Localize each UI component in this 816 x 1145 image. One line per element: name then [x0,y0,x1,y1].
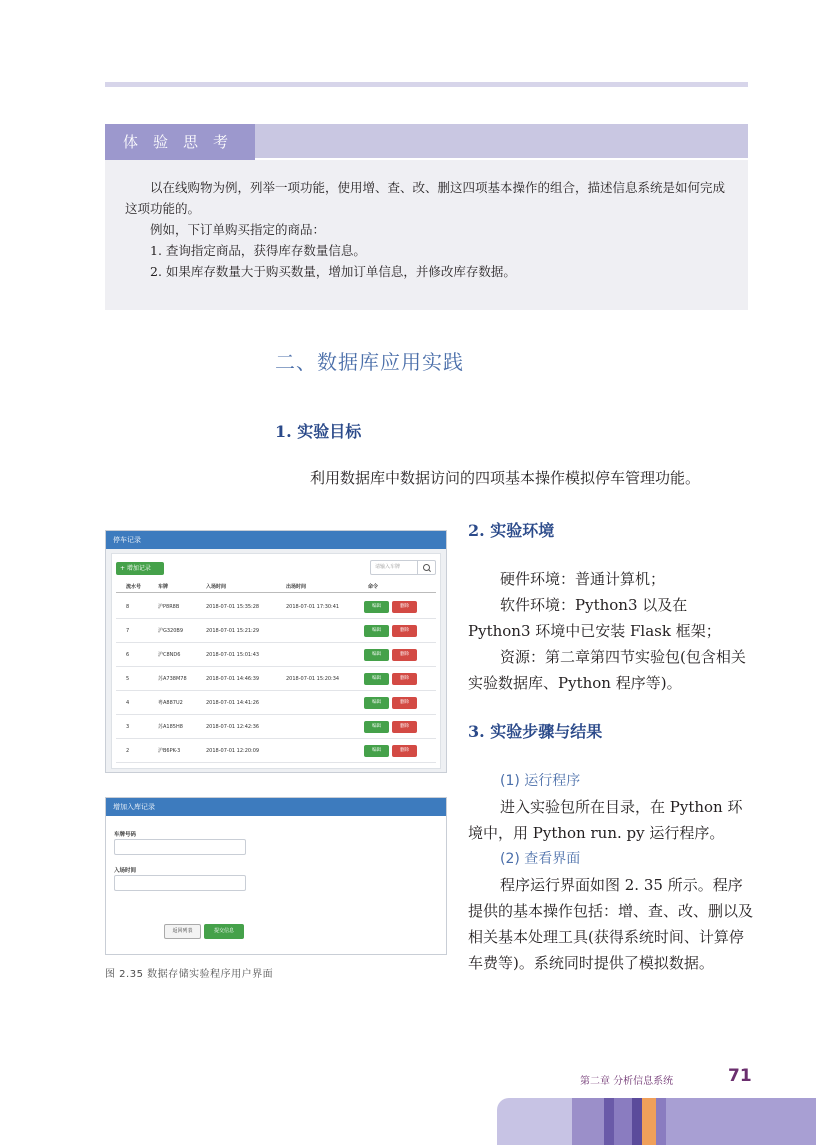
row-id: 6 [126,652,130,658]
environment-text [468,566,753,696]
edit-button[interactable]: 编辑 [364,745,389,757]
row-in-time: 2018-07-01 15:01:43 [206,652,260,658]
table-row [116,691,436,715]
delete-button[interactable]: 删除 [392,697,417,709]
think-item-1: 1. 查询指定商品，获得库存数量信息。 [150,243,366,258]
env-hardware: 硬件环境：普通计算机； [500,570,666,588]
heading-goal: 1. 实验目标 [275,422,362,441]
header-plate: 车牌 [158,584,169,590]
row-id: 4 [126,700,130,706]
edit-button[interactable]: 编辑 [364,673,389,685]
row-id: 7 [126,628,130,634]
footer-decoration [656,1098,666,1145]
parking-records-screenshot [105,530,447,773]
heading-steps: 3. 实验步骤与结果 [468,722,603,741]
row-id: 2 [126,748,130,754]
form-panel-title: 增加入库记录 [106,798,446,816]
submit-button[interactable]: 提交信息 [204,924,244,939]
footer-decoration [604,1098,614,1145]
plate-input[interactable] [114,839,246,855]
plate-label: 车牌号码 [114,832,137,838]
row-plate: 沪B6PK-3 [158,748,181,754]
search-icon[interactable] [418,560,436,575]
row-id: 3 [126,724,130,730]
add-record-button[interactable]: + 增加记录 [116,562,164,575]
row-in-time: 2018-07-01 12:20:09 [206,748,260,754]
step1-title: (1) 运行程序 [500,773,581,789]
table-header [116,581,436,593]
row-in-time: 2018-07-01 12:42:36 [206,724,260,730]
think-example: 例如，下订单购买指定的商品： [150,222,326,237]
top-divider [105,82,748,87]
table-row [116,619,436,643]
row-plate: 沪G320B9 [158,628,184,634]
row-plate: 苏A738M78 [158,676,187,682]
row-in-time: 2018-07-01 14:41:26 [206,700,260,706]
think-box-text [125,177,735,282]
row-plate: 苏A185H8 [158,724,183,730]
search-input[interactable]: 请输入车牌 [370,560,418,575]
row-out-time: 2018-07-01 15:20:34 [286,676,340,682]
row-plate: 沪C8ND6 [158,652,181,658]
records-panel-body [111,553,441,769]
page-number: 71 [728,1066,752,1086]
back-to-list-button[interactable]: 返回列表 [164,924,201,939]
table-row [116,715,436,739]
footer-decoration [632,1098,642,1145]
figure-caption: 图 2.35 数据存储实验程序用户界面 [105,969,274,980]
section-title: 二、数据库应用实践 [275,350,464,374]
steps-text [468,768,753,976]
env-resources: 资源：第二章第四节实验包(包含相关实验数据库、Python 程序等)。 [468,648,746,692]
records-panel-title: 停车记录 [106,531,446,549]
footer-decoration [666,1098,816,1145]
row-in-time: 2018-07-01 15:21:29 [206,628,260,634]
step2-title: (2) 查看界面 [500,851,581,867]
row-in-time: 2018-07-01 14:46:39 [206,676,260,682]
delete-button[interactable]: 删除 [392,673,417,685]
footer-decoration [572,1098,604,1145]
step1-text: 进入实验包所在目录，在 Python 环境中，用 Python run. py 运行程序。 [468,798,743,842]
delete-button[interactable]: 删除 [392,721,417,733]
row-in-time: 2018-07-01 15:35:28 [206,604,260,610]
think-item-2: 2. 如果库存数量大于购买数量，增加订单信息，并修改库存数据。 [150,264,516,279]
header-command: 命令 [368,584,379,590]
delete-button[interactable]: 删除 [392,649,417,661]
table-row [116,643,436,667]
edit-button[interactable]: 编辑 [364,601,389,613]
header-in-time: 入场时间 [206,584,227,590]
env-software: 软件环境：Python3 以及在 Python3 环境中已安装 Flask 框架； [468,596,721,640]
row-plate: 沪P8R8B [158,604,180,610]
row-out-time: 2018-07-01 17:30:41 [286,604,340,610]
think-box-label: 体验思考 [105,124,255,160]
edit-button[interactable]: 编辑 [364,721,389,733]
table-row [116,667,436,691]
row-id: 5 [126,676,130,682]
edit-button[interactable]: 编辑 [364,649,389,661]
footer-decoration [614,1098,632,1145]
row-plate: 粤A887U2 [158,700,183,706]
table-row [116,595,436,619]
footer-decoration [642,1098,656,1145]
entry-time-label: 入场时间 [114,868,137,874]
delete-button[interactable]: 删除 [392,625,417,637]
table-row [116,739,436,763]
edit-button[interactable]: 编辑 [364,697,389,709]
delete-button[interactable]: 删除 [392,745,417,757]
think-paragraph: 以在线购物为例，列举一项功能，使用增、查、改、删这四项基本操作的组合，描述信息系统是如何完成这项功能的。 [125,180,726,216]
header-out-time: 出场时间 [286,584,307,590]
footer-decoration [497,1098,572,1145]
edit-button[interactable]: 编辑 [364,625,389,637]
add-record-screenshot [105,797,447,955]
header-id: 流水号 [126,584,142,590]
delete-button[interactable]: 删除 [392,601,417,613]
entry-time-input[interactable] [114,875,246,891]
row-id: 8 [126,604,130,610]
goal-text: 利用数据库中数据访问的四项基本操作模拟停车管理功能。 [310,469,701,487]
heading-environment: 2. 实验环境 [468,521,555,540]
chapter-footer: 第二章 分析信息系统 [580,1076,674,1087]
step2-text: 程序运行界面如图 2. 35 所示。程序提供的基本操作包括：增、查、改、删以及相关基本处理工具(获得系统时间、计算停车费等)。系统同时提供了模拟数据。 [468,876,754,972]
